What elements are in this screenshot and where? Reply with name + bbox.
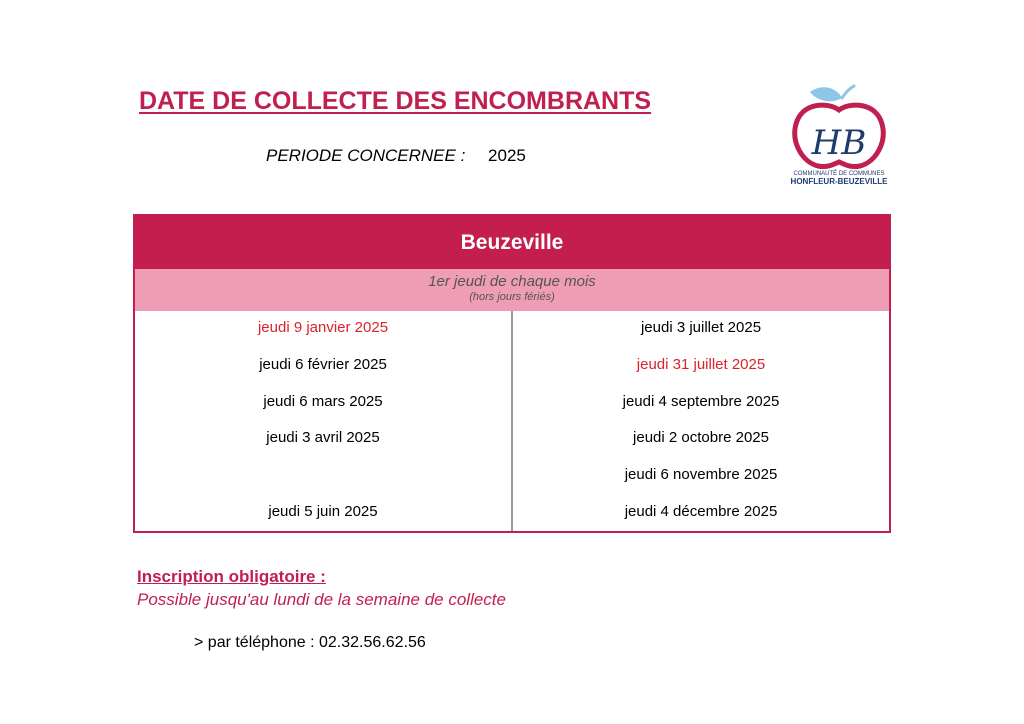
dates-column-first-half [135, 311, 513, 531]
page-title: DATE DE COLLECTE DES ENCOMBRANTS [139, 87, 652, 115]
registration-detail: Possible jusqu'au lundi de la semaine de collecte [137, 590, 506, 609]
date-cell: jeudi 4 septembre 2025 [622, 393, 780, 410]
schedule-town: Beuzeville [135, 216, 889, 269]
logo-initials: HB [811, 123, 867, 163]
date-cell: jeudi 9 janvier 2025 [257, 319, 389, 336]
leaf-icon [810, 87, 842, 101]
date-cell: jeudi 4 décembre 2025 [624, 503, 778, 520]
frequency-text: 1er jeudi de chaque mois [428, 273, 596, 290]
phone-contact: > par téléphone : 02.32.56.62.56 [194, 634, 426, 651]
date-cell: jeudi 3 juillet 2025 [640, 319, 762, 336]
schedule-frequency [135, 269, 889, 311]
collection-schedule-table [133, 214, 891, 533]
period-line [266, 146, 526, 166]
logo-line2: HONFLEUR-BEUZEVILLE [790, 177, 888, 186]
logo-honfleur-beuzeville [788, 80, 890, 188]
date-cell: jeudi 2 octobre 2025 [633, 429, 769, 446]
registration-notice [137, 566, 506, 612]
dates-column-second-half [513, 311, 889, 531]
date-cell: jeudi 6 novembre 2025 [624, 466, 778, 483]
frequency-note: (hors jours fériés) [469, 291, 555, 303]
date-cell: jeudi 6 février 2025 [259, 356, 387, 373]
date-cell: jeudi 6 mars 2025 [263, 393, 383, 410]
schedule-dates [135, 311, 889, 531]
registration-heading: Inscription obligatoire : [137, 567, 326, 586]
period-year: 2025 [488, 146, 526, 165]
date-cell: jeudi 5 juin 2025 [268, 503, 378, 520]
date-cell [135, 465, 511, 485]
date-cell: jeudi 3 avril 2025 [266, 429, 380, 446]
period-label: PERIODE CONCERNEE : [266, 146, 466, 165]
logo-line1: COMMUNAUTÉ DE COMMUNES [793, 171, 885, 177]
date-cell: jeudi 31 juillet 2025 [636, 356, 766, 373]
